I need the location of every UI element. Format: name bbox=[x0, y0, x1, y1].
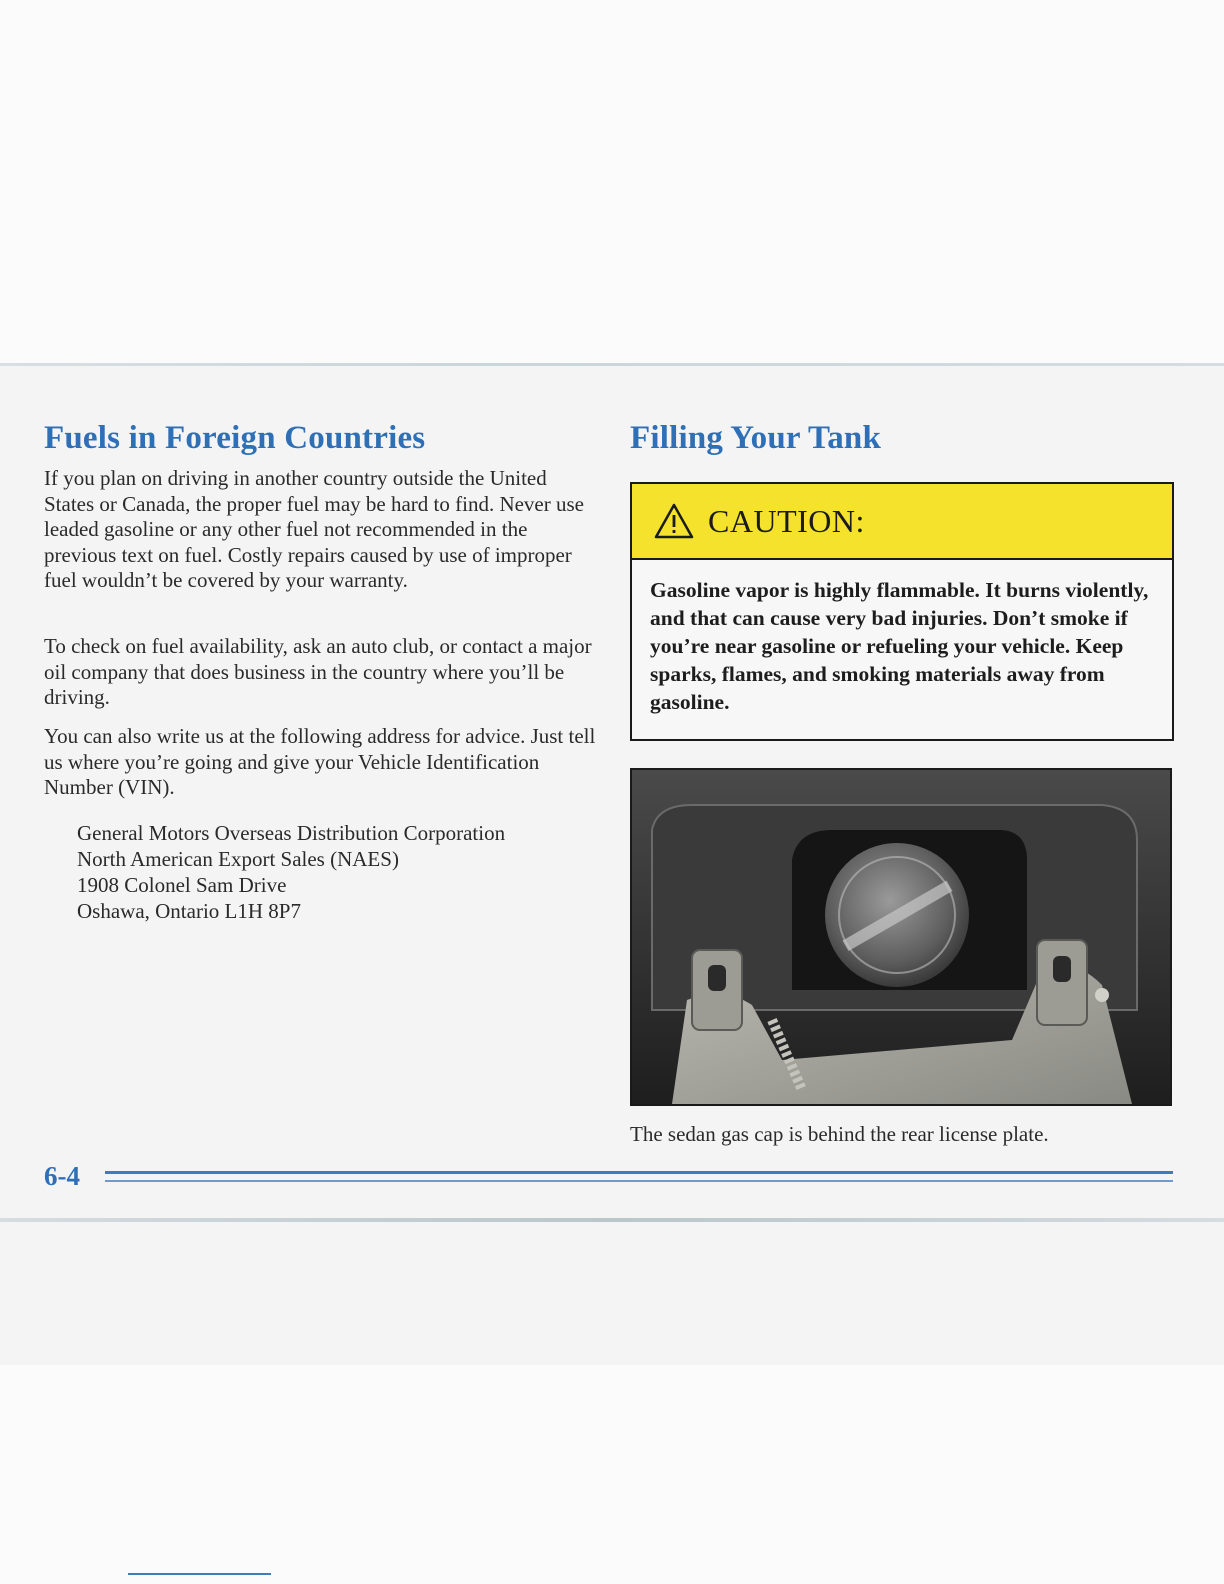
gas-cap-photo bbox=[630, 768, 1172, 1106]
address-line: North American Export Sales (NAES) bbox=[77, 847, 399, 871]
caution-title: CAUTION: bbox=[708, 502, 865, 539]
footer-rule bbox=[105, 1171, 1173, 1174]
page-top-edge bbox=[0, 363, 1224, 366]
address-line: General Motors Overseas Distribution Corporation bbox=[77, 821, 506, 845]
footer-rule bbox=[105, 1180, 1173, 1182]
gas-cap-illustration bbox=[632, 770, 1170, 1104]
page-bottom-edge bbox=[0, 1218, 1224, 1222]
page-number: 6-4 bbox=[44, 1161, 80, 1191]
section-heading-fuels-foreign: Fuels in Foreign Countries bbox=[44, 420, 426, 456]
address-line: Oshawa, Ontario L1H 8P7 bbox=[77, 899, 301, 923]
caution-header bbox=[632, 484, 1172, 560]
address-line: 1908 Colonel Sam Drive bbox=[77, 873, 287, 897]
warning-triangle-icon bbox=[654, 503, 694, 539]
caution-text: Gasoline vapor is highly flammable. It burns violently, and that can cause very bad injuries. Don’t smoke if you’re near gasoline or refueling your vehicle. Keep sparks, flames, and smoking materials away from gasoline. bbox=[650, 578, 1149, 714]
caution-box bbox=[630, 482, 1174, 741]
photo-caption: The sedan gas cap is behind the rear license plate. bbox=[630, 1122, 1049, 1146]
section-heading-filling-tank: Filling Your Tank bbox=[630, 420, 882, 456]
paragraph-fuel-availability-intro: If you plan on driving in another country outside the United States or Canada, the proper fuel may be hard to find. Never use leaded gasoline or any other fuel not recommended in the previous text on fuel. Costly repairs caused by use of improper fuel wouldn’t be covered by your warranty. bbox=[44, 466, 584, 592]
paragraph-write-us: You can also write us at the following address for advice. Just tell us where you’re going and give your Vehicle Identification Number (VIN). bbox=[44, 724, 596, 799]
paragraph-check-fuel: To check on fuel availability, ask an auto club, or contact a major oil company that does business in the country where you’ll be driving. bbox=[44, 634, 592, 709]
bottom-rule bbox=[128, 1573, 271, 1575]
mailing-address bbox=[77, 820, 505, 924]
